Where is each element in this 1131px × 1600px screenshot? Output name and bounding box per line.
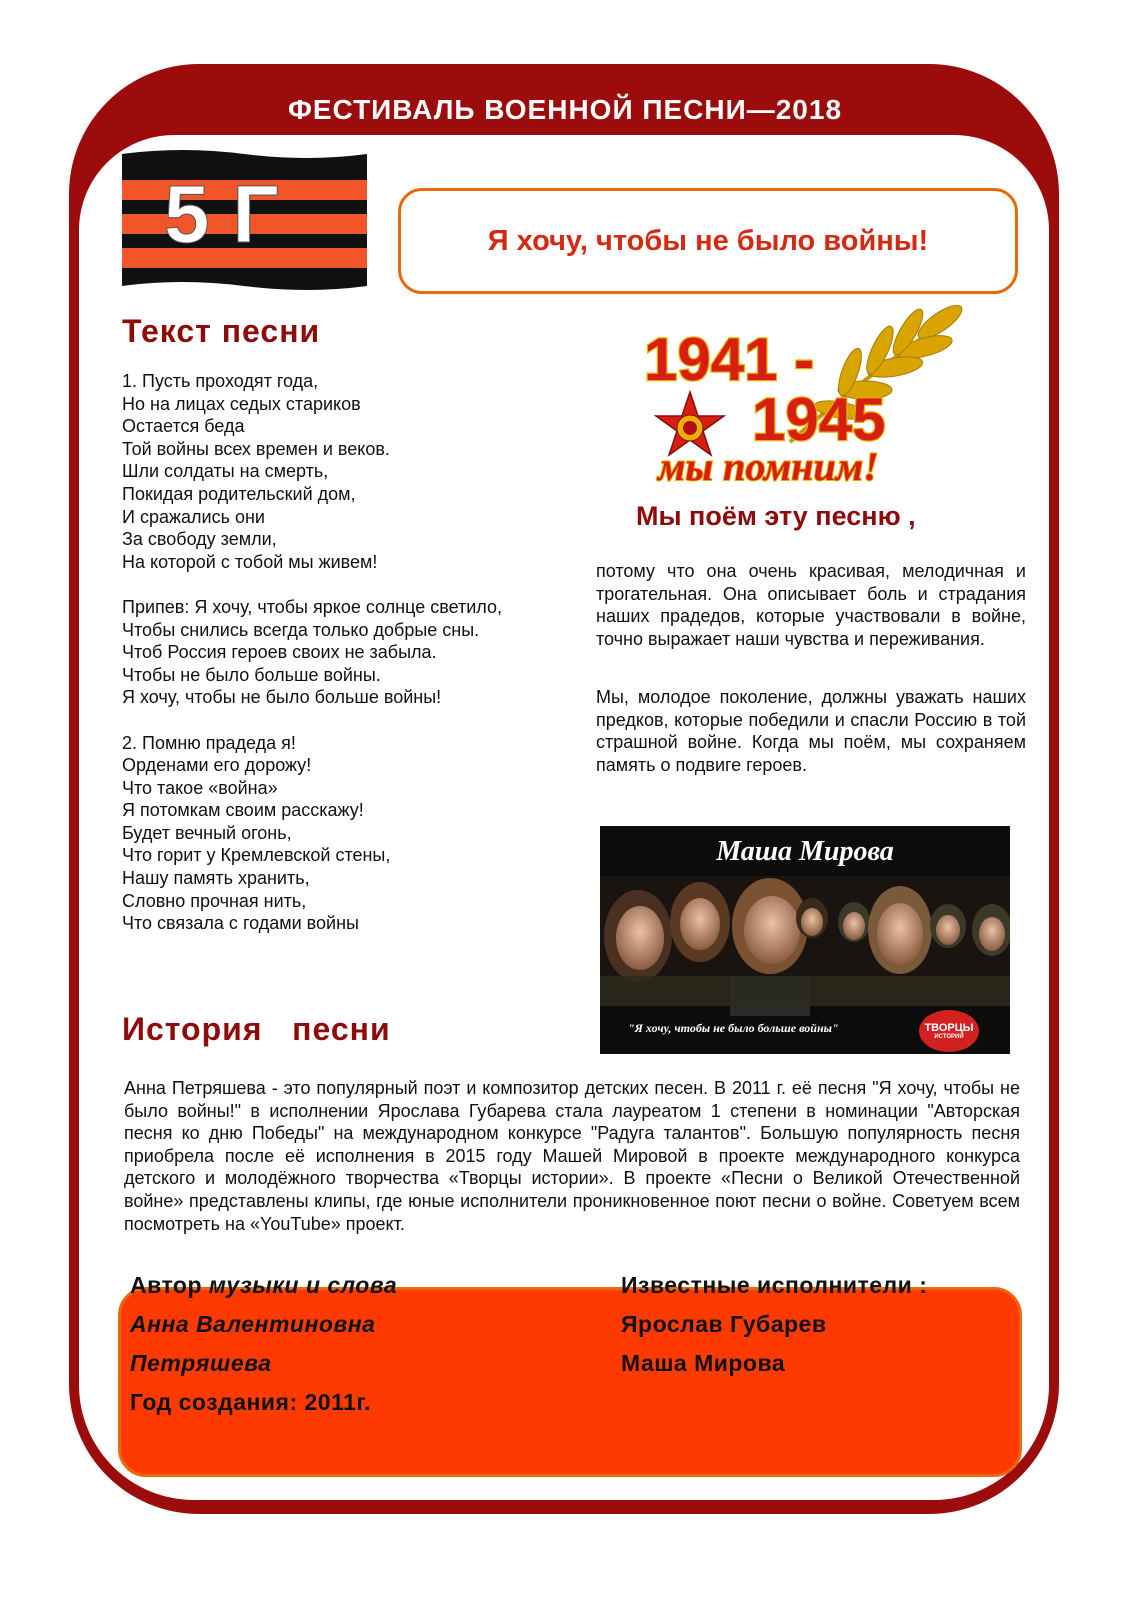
author-label-regular: Автор (130, 1272, 209, 1298)
victory-emblem (640, 292, 980, 497)
year-created: Год создания: 2011г. (130, 1389, 372, 1415)
lyrics-line: 1. Пусть проходят года, (122, 371, 319, 391)
performers-label: Известные исполнители : (621, 1272, 928, 1298)
lyrics-line: За свободу земли, (122, 529, 277, 550)
emblem-motto: мы помним! (658, 444, 879, 489)
lyrics-line: Чтоб Россия героев своих не забыла. (122, 642, 437, 663)
lyrics-heading: Текст песни (122, 313, 321, 349)
lyrics-line: Что горит у Кремлевской стены, (122, 845, 391, 866)
slogan-box (398, 188, 1018, 294)
lyrics-line: Словно прочная нить, (122, 890, 307, 911)
year-end: 1945 (752, 386, 886, 453)
lyrics-line: На которой с тобой мы живем! (122, 551, 378, 572)
performer-1: Ярослав Губарев (621, 1311, 827, 1337)
lyrics-line: Орденами его дорожу! (122, 755, 312, 776)
slogan-text: Я хочу, чтобы не было войны! (487, 224, 929, 257)
author-first-name: Анна Валентиновна (130, 1311, 376, 1337)
video-performer-name: Маша Мирова (716, 836, 894, 867)
lyrics-line: Что связала с годами войны (122, 913, 359, 934)
lyrics-text (122, 370, 592, 935)
lyrics-line: И сражались они (122, 506, 265, 527)
performer-2: Маша Мирова (621, 1350, 786, 1376)
header-quote: “О войне, о той далёкой, где я не был“ (465, 146, 881, 173)
author-label (130, 1272, 397, 1299)
video-caption: "Я хочу, чтобы не было больше войны" (628, 1021, 839, 1035)
year-start: 1941 - (644, 326, 815, 393)
lyrics-line: Что такое «война» (122, 777, 278, 798)
class-badge: 5 Г (164, 169, 279, 260)
history-heading: История песни (122, 1011, 391, 1047)
lyrics-line: Припев: Я хочу, чтобы яркое солнце светило, (122, 596, 503, 617)
lyrics-line (122, 573, 592, 596)
st-george-ribbon-flag (122, 150, 367, 290)
lyrics-line: Нашу память хранить, (122, 868, 310, 889)
why-sing-paragraph-2: Мы, молодое поколение, должны уважать наших предков, которые победили и спасли Россию в той страшной войне. Когда мы поём, мы сохраняем память о подвиге героев. (596, 687, 1026, 775)
lyrics-line: Будет вечный огонь, (122, 822, 292, 843)
history-text: Анна Петряшева - это популярный поэт и композитор детских песен. В 2011 г. её песня "Я хочу, чтобы не было войны!" в исполнении Ярослава Губарева стала лауреатом 1 степени в номинации "Авторская песня ко дню Победы" на международном конкурсе "Радуга талантов". Большую популярность песня приобрела после её исполнения в 2015 году Машей Мировой в проекте международного конкурса детского и молодёжного творчества «Творцы истории». В проекте «Песни о Великой Отечественной войне» представлены клипы, где юные исполнители проникновенное поют песни о войне. Советуем всем посмотреть на «YouTube» проект. (124, 1078, 1020, 1234)
why-sing-heading: Мы поём эту песню , (636, 501, 916, 531)
lyrics-line: Я хочу, чтобы не было больше войны! (122, 687, 442, 708)
festival-title: ФЕСТИВАЛЬ ВОЕННОЙ ПЕСНИ—2018 (287, 94, 843, 125)
tvortsy-istorii-logo (919, 1010, 979, 1052)
video-poster (600, 826, 1010, 1054)
lyrics-line: Той войны всех времен и веков. (122, 438, 390, 459)
lyrics-line: Я потомкам своим расскажу! (122, 800, 364, 821)
lyrics-line: Чтобы не было больше войны. (122, 664, 381, 685)
author-last-name: Петряшева (130, 1350, 272, 1376)
lyrics-line (122, 709, 592, 732)
lyrics-line: 2. Помню прадеда я! (122, 732, 296, 753)
lyrics-line: Чтобы снились всегда только добрые сны. (122, 619, 480, 640)
lyrics-line: Покидая родительский дом, (122, 483, 356, 504)
logo-line-1: ТВОРЦЫ (924, 1021, 974, 1034)
lyrics-line: Но на лицах седых стариков (122, 393, 361, 414)
author-label-italic: музыки и слова (208, 1272, 398, 1298)
why-sing-paragraph-1: потому что она очень красивая, мелодичная и трогательная. Она описывает боль и страдания наших прадедов, которые участвовали в войне, точно выражает наши чувства и переживания. (596, 561, 1026, 649)
logo-line-2: ИСТОРИИ (934, 1033, 964, 1040)
lyrics-line: Шли солдаты на смерть, (122, 461, 329, 482)
lyrics-line: Остается беда (122, 416, 245, 437)
